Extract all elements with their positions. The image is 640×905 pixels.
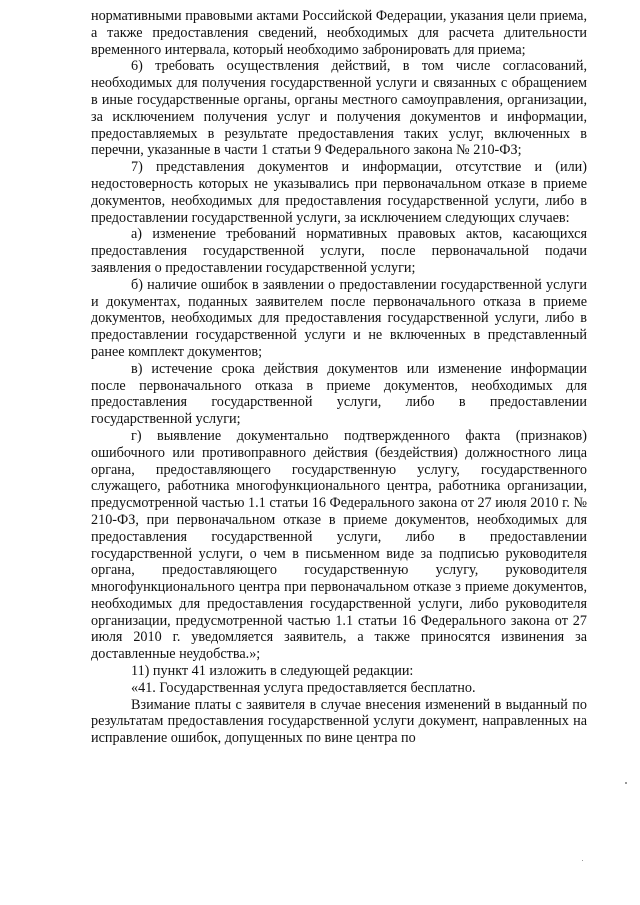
paragraph-subitem-g: г) выявление документально подтвержденного факта (признаков) ошибочного или противоправного действия (бездействия) должностного лица органа, предоставляющего государственную услугу, государственного служащего, работника многофункционального центра, работника организации, предусмотренной частью 1.1 статьи 16 Федерального закона от 27 июля 2010 г. № 210-ФЗ, при первоначальном отказе в приеме документов, необходимых для предоставления государственной услуги, либо в предоставлении государственной услуги, о чем в письменном виде за подписью руководителя органа, предоставляющего государственную услугу, руководителя многофункционального центра при первоначальном отказе з приеме документов, необходимых для предоставления государственной услуги, либо руководителя организации, предусмотренной частью 1.1 статьи 16 Федерального закона от 27 июля 2010 г. уведомляется заявитель, а также приносятся извинения за доставленные неудобства.»; [91,427,587,663]
paragraph-fee: Взимание платы с заявителя в случае внесения изменений в выданный по результатам предоставления государственной услуги документ, направленных на исправление ошибок, допущенных по вине центра по [91,696,587,747]
paragraph-item-6: 6) требовать осуществления действий, в том числе согласований, необходимых для получения государственной услуги и связанных с обращением в иные государственные органы, органы местного самоуправления, организации, за исключением получения услуг и получения документов и информации, предоставляемых в результате предоставления таких услуг, включенных в перечни, указанные в части 1 статьи 9 Федерального закона № 210-ФЗ; [91,58,587,159]
paragraph-item-11: 11) пункт 41 изложить в следующей редакции: [131,663,414,680]
document-page [91,8,587,747]
scan-speck [582,860,583,861]
paragraph-subitem-v: в) истечение срока действия документов или изменение информации после первоначального отказа в приеме документов, необходимых для предоставления государственной услуги, либо в предоставлении государственной услуги; [91,360,587,428]
paragraph-subitem-b: б) наличие ошибок в заявлении о предоставлении государственной услуги и документах, поданных заявителем после первоначального отказа в приеме документов, необходимых для предоставления государственной услуги, либо в предоставлении государственной услуги и не включенных в представленный ранее комплект документов; [91,276,587,360]
paragraph-clause-41: «41. Государственная услуга предоставляется бесплатно. [131,679,476,696]
scan-speck [625,782,627,784]
paragraph-continuation: нормативными правовыми актами Российской Федерации, указания цели приема, а также предоставления сведений, необходимых для расчета длительности временного интервала, который необходимо забронировать для приема; [91,8,587,58]
paragraph-item-7: 7) представления документов и информации, отсутствие и (или) недостоверность которых не указывались при первоначальном отказе в приеме документов, необходимых для предоставления государственной услуги, либо в предоставлении государственной услуги, за исключением следующих случаев: [91,159,587,226]
paragraph-subitem-a: а) изменение требований нормативных правовых актов, касающихся предоставления государственной услуги, после первоначальной подачи заявления о предоставлении государственной услуги; [91,226,587,276]
